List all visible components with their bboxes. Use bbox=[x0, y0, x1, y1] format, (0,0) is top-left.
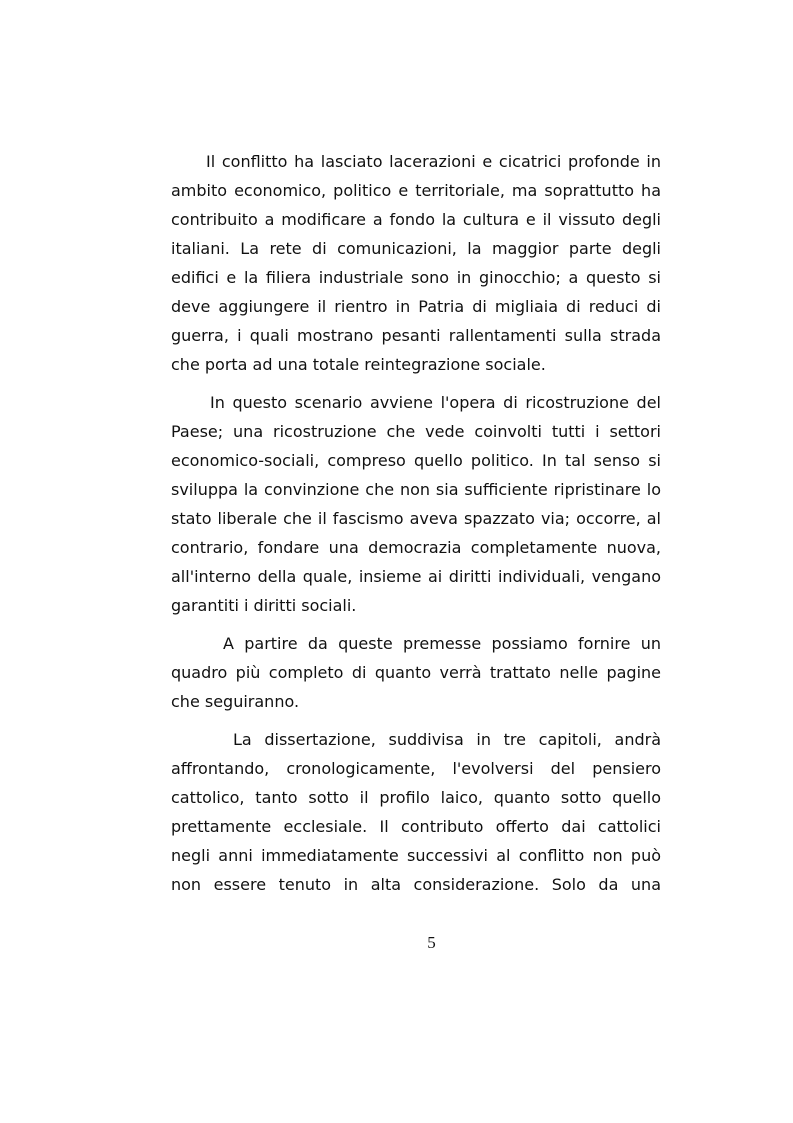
body-text bbox=[171, 147, 661, 908]
paragraph-1: Il conflitto ha lasciato lacerazioni e cicatrici profonde in ambito economico, politico e territoriale, ma soprattutto ha contribuito a modificare a fondo la cultura e il vissuto degli italiani. La rete di comunicazioni, la maggior parte degli edifici e la filiera industriale sono in ginocchio; a questo si deve aggiungere il rientro in Patria di migliaia di reduci di guerra, i quali mostrano pesanti rallentamenti sulla strada che porta ad una totale reintegrazione sociale. bbox=[171, 152, 661, 374]
paragraph-3: A partire da queste premesse possiamo fornire un quadro più completo di quanto verrà trattato nelle pagine che seguiranno. bbox=[171, 634, 661, 711]
paragraph-2: In questo scenario avviene l'opera di ricostruzione del Paese; una ricostruzione che vede coinvolti tutti i settori economico-sociali, compreso quello politico. In tal senso si sviluppa la convinzione che non sia sufficiente ripristinare lo stato liberale che il fascismo aveva spazzato via; occorre, al contrario, fondare una democrazia completamente nuova, all'interno della quale, insieme ai diritti individuali, vengano garantiti i diritti sociali. bbox=[171, 393, 661, 615]
page-number: 5 bbox=[427, 933, 436, 952]
paragraph-4: La dissertazione, suddivisa in tre capitoli, andrà affrontando, cronologicamente, l'evolversi del pensiero cattolico, tanto sotto il profilo laico, quanto sotto quello prettamente ecclesiale. Il contributo offerto dai cattolici negli anni immediatamente successivi al conflitto non può non essere tenuto in alta considerazione. Solo da una bbox=[171, 730, 661, 894]
